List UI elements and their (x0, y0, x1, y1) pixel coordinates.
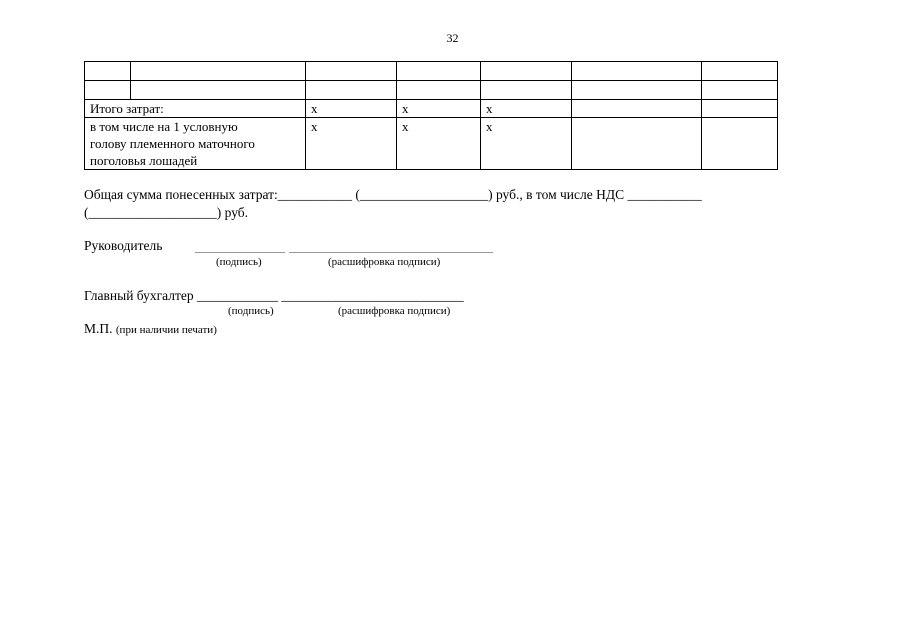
stamp-text: М.П. (при наличии печати) (84, 321, 217, 336)
table-cell (572, 118, 702, 170)
table-cell (702, 81, 778, 100)
table-row (85, 81, 778, 100)
table-cell: x (481, 100, 572, 118)
per-unit-label-line: поголовья лошадей (90, 153, 198, 168)
accountant-signature-caption: (подпись) (228, 305, 274, 317)
director-label: Руководитель (84, 238, 163, 253)
table-cell (572, 62, 702, 81)
accountant-decoding-caption: (расшифровка подписи) (338, 305, 451, 317)
director-decoding-line (289, 252, 493, 253)
table-cell: x (481, 118, 572, 170)
table-cell (397, 81, 481, 100)
table-cell (702, 118, 778, 170)
table-cell (85, 81, 131, 100)
table-cell (702, 62, 778, 81)
table-cell (85, 62, 131, 81)
table-cell (572, 100, 702, 118)
table-cell (306, 62, 397, 81)
per-unit-label-line: голову племенного маточного (90, 136, 255, 151)
table-cell (572, 81, 702, 100)
per-unit-label (85, 118, 306, 170)
table-cell (702, 100, 778, 118)
director-signature-caption: (подпись) (216, 256, 262, 268)
director-decoding-caption: (расшифровка подписи) (328, 256, 441, 268)
table-cell (397, 62, 481, 81)
per-unit-row (85, 118, 778, 170)
total-label: Итого затрат: (85, 100, 306, 118)
table-cell (481, 62, 572, 81)
total-row (85, 100, 778, 118)
table-cell (131, 81, 306, 100)
stamp-label (84, 321, 217, 337)
per-unit-label-line: в том числе на 1 условную (90, 119, 238, 134)
table-cell: x (397, 118, 481, 170)
chief-accountant-label: Главный бухгалтер ____________ ___________________________ (84, 288, 464, 303)
table-cell (306, 81, 397, 100)
table-cell: x (306, 118, 397, 170)
table-cell (131, 62, 306, 81)
total-sum-line-2: (___________________) руб. (84, 205, 249, 220)
table-cell (481, 81, 572, 100)
director-signature-line (195, 252, 285, 253)
cost-table (84, 61, 778, 170)
table-cell: x (397, 100, 481, 118)
total-sum-line: Общая сумма понесенных затрат:___________ (___________________) руб., в том числе НДС ___________ (84, 187, 702, 202)
page-number: 32 (446, 31, 459, 45)
table-row (85, 62, 778, 81)
table-cell: x (306, 100, 397, 118)
